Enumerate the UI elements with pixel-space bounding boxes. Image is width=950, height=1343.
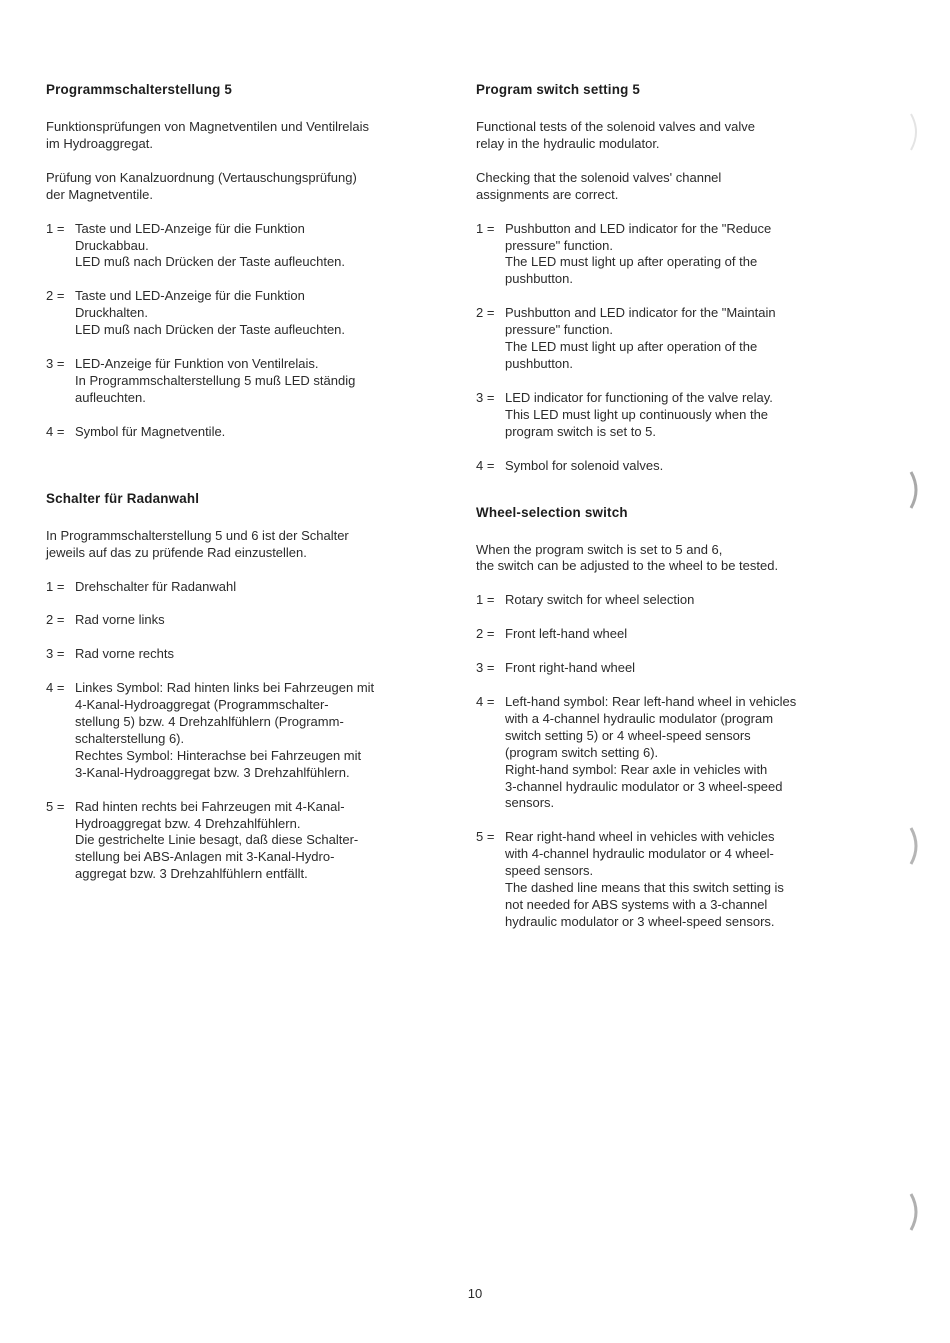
text-line: Right-hand symbol: Rear axle in vehicles with: [505, 761, 768, 777]
text-line: 3-channel hydraulic modulator or 3 wheel-speed: [505, 778, 783, 794]
list-item: [46, 356, 438, 407]
item-text: [505, 626, 842, 643]
text-line: Checking that the solenoid valves' channel: [476, 169, 722, 185]
text-line: The LED must light up after operating of the: [505, 254, 758, 270]
text-line: with a 4-channel hydraulic modulator (program: [505, 710, 774, 726]
text-line: Front left-hand wheel: [505, 626, 628, 642]
numbered-list: [46, 221, 438, 441]
text-line: switch setting 5) or 4 wheel-speed sensors: [505, 727, 751, 743]
text-line: Front right-hand wheel: [505, 660, 636, 676]
text-line: pressure" function.: [505, 237, 613, 253]
text-line: stellung bei ABS-Anlagen mit 3-Kanal-Hydro-: [75, 849, 335, 865]
text-line: assignments are correct.: [476, 186, 619, 202]
text-line: Druckhalten.: [75, 305, 148, 321]
item-number: 4 =: [476, 694, 495, 710]
english-program-section: [476, 82, 842, 475]
paragraph: [46, 119, 438, 153]
item-text: [75, 799, 438, 884]
text-line: Drehschalter für Radanwahl: [75, 578, 237, 594]
binder-mark: [908, 826, 922, 866]
item-text: [75, 680, 438, 781]
item-number: 5 =: [46, 798, 65, 814]
english-wheel-section: [476, 505, 842, 931]
text-line: LED muß nach Drücken der Taste aufleuchten.: [75, 322, 346, 338]
text-line: relay in the hydraulic modulator.: [476, 135, 660, 151]
list-item: [46, 424, 438, 441]
item-number: 4 =: [476, 457, 495, 473]
text-line: hydraulic modulator or 3 wheel-speed sensors.: [505, 913, 775, 929]
section-heading: Schalter für Radanwahl: [46, 490, 200, 506]
text-line: 3-Kanal-Hydroaggregat bzw. 3 Drehzahlfühlern.: [75, 764, 350, 780]
text-line: schalterstellung 6).: [75, 730, 185, 746]
item-text: [75, 356, 438, 407]
numbered-list: [476, 221, 842, 475]
section-heading: Programmschalterstellung 5: [46, 82, 233, 97]
item-number: 3 =: [46, 646, 65, 662]
paragraph: [476, 542, 842, 576]
item-number: 4 =: [46, 680, 65, 696]
text-line: This LED must light up continuously when the: [505, 406, 769, 422]
text-line: Symbol for solenoid valves.: [505, 457, 664, 473]
item-text: [75, 288, 438, 339]
text-line: Pushbutton and LED indicator for the "Reduce: [505, 220, 772, 236]
text-line: Rad vorne links: [75, 612, 165, 628]
item-text: [75, 221, 438, 272]
paragraph: [46, 528, 438, 562]
list-item: [476, 626, 842, 643]
text-line: Symbol für Magnetventile.: [75, 423, 226, 439]
list-item: [476, 390, 842, 441]
item-number: 2 =: [46, 288, 65, 304]
text-line: aufleuchten.: [75, 389, 146, 405]
binder-mark: [908, 470, 922, 510]
text-line: The LED must light up after operation of the: [505, 339, 758, 355]
item-number: 1 =: [46, 220, 65, 236]
list-item: [46, 680, 438, 781]
item-number: 3 =: [476, 389, 495, 405]
text-line: jeweils auf das zu prüfende Rad einzustellen.: [46, 544, 307, 560]
numbered-list: [46, 579, 438, 884]
text-line: Rechtes Symbol: Hinterachse bei Fahrzeugen mit: [75, 747, 362, 763]
text-line: Functional tests of the solenoid valves and valve: [476, 119, 755, 134]
german-wheel-section: [46, 491, 438, 884]
item-text: [505, 694, 842, 812]
text-line: the switch can be adjusted to the wheel to be tested.: [476, 558, 779, 574]
numbered-list: [476, 592, 842, 931]
item-number: 2 =: [476, 626, 495, 642]
text-line: LED indicator for functioning of the valve relay.: [505, 389, 773, 405]
item-number: 1 =: [476, 220, 495, 236]
text-line: sensors.: [505, 795, 555, 811]
page-number: 10: [467, 1286, 483, 1301]
english-column: [476, 82, 842, 948]
text-line: Druckabbau.: [75, 237, 149, 253]
section-heading: Program switch setting 5: [476, 82, 641, 97]
german-column: [46, 82, 438, 900]
text-line: When the program switch is set to 5 and 6,: [476, 541, 723, 557]
list-item: [476, 829, 842, 930]
item-text: [75, 424, 438, 441]
text-line: aggregat bzw. 3 Drehzahlfühlern entfällt.: [75, 866, 308, 882]
text-line: speed sensors.: [505, 863, 594, 879]
paragraph: [476, 119, 842, 153]
text-line: Funktionsprüfungen von Magnetventilen und Ventilrelais: [46, 119, 370, 134]
text-line: Pushbutton and LED indicator for the "Maintain: [505, 305, 776, 321]
text-line: Rad vorne rechts: [75, 646, 174, 662]
text-line: pushbutton.: [505, 271, 573, 287]
paragraph: [46, 170, 438, 204]
text-line: In Programmschalterstellung 5 muß LED ständig: [75, 372, 356, 388]
list-item: [46, 612, 438, 629]
list-item: [476, 592, 842, 609]
paragraph: [476, 170, 842, 204]
german-program-section: [46, 82, 438, 441]
text-line: In Programmschalterstellung 5 und 6 ist der Schalter: [46, 527, 349, 543]
list-item: [476, 694, 842, 812]
item-number: 2 =: [476, 305, 495, 321]
item-text: [75, 646, 438, 663]
list-item: [476, 458, 842, 475]
item-text: [505, 305, 842, 373]
item-text: [75, 579, 438, 596]
item-text: [505, 829, 842, 930]
item-number: 5 =: [476, 829, 495, 845]
text-line: Hydroaggregat bzw. 4 Drehzahlfühlern.: [75, 815, 301, 831]
item-text: [75, 612, 438, 629]
list-item: [46, 579, 438, 596]
list-item: [476, 305, 842, 373]
text-line: 4-Kanal-Hydroaggregat (Programmschalter-: [75, 697, 329, 713]
item-number: 3 =: [476, 660, 495, 676]
section-heading: Wheel-selection switch: [476, 504, 628, 520]
text-line: pushbutton.: [505, 355, 573, 371]
text-line: stellung 5) bzw. 4 Drehzahlfühlern (Programm-: [75, 714, 344, 730]
text-line: Taste und LED-Anzeige für die Funktion: [75, 220, 305, 236]
text-line: im Hydroaggregat.: [46, 135, 153, 151]
text-line: Left-hand symbol: Rear left-hand wheel in vehicles: [505, 694, 797, 710]
binder-mark: [908, 112, 922, 152]
item-text: [505, 458, 842, 475]
text-line: Die gestrichelte Linie besagt, daß diese Schalter-: [75, 832, 359, 848]
text-line: der Magnetventile.: [46, 186, 153, 202]
list-item: [476, 660, 842, 677]
text-line: Rad hinten rechts bei Fahrzeugen mit 4-Kanal-: [75, 798, 345, 814]
item-text: [505, 390, 842, 441]
list-item: [46, 799, 438, 884]
item-text: [505, 592, 842, 609]
text-line: The dashed line means that this switch setting is: [505, 880, 784, 896]
item-number: 3 =: [46, 356, 65, 372]
item-number: 4 =: [46, 423, 65, 439]
item-number: 1 =: [476, 592, 495, 608]
item-text: [505, 221, 842, 289]
text-line: LED muß nach Drücken der Taste aufleuchten.: [75, 254, 346, 270]
item-number: 2 =: [46, 612, 65, 628]
text-line: Rear right-hand wheel in vehicles with vehicles: [505, 829, 775, 845]
list-item: [46, 646, 438, 663]
text-line: program switch is set to 5.: [505, 423, 656, 439]
text-line: Linkes Symbol: Rad hinten links bei Fahrzeugen mit: [75, 680, 375, 696]
item-text: [505, 660, 842, 677]
text-line: Rotary switch for wheel selection: [505, 592, 695, 608]
text-line: (program switch setting 6).: [505, 744, 659, 760]
text-line: pressure" function.: [505, 322, 613, 338]
list-item: [46, 288, 438, 339]
text-line: LED-Anzeige für Funktion von Ventilrelais.: [75, 356, 319, 372]
text-line: Prüfung von Kanalzuordnung (Vertauschungsprüfung): [46, 169, 357, 185]
text-line: with 4-channel hydraulic modulator or 4 wheel-: [505, 846, 774, 862]
item-number: 1 =: [46, 578, 65, 594]
list-item: [46, 221, 438, 272]
text-line: not needed for ABS systems with a 3-channel: [505, 897, 768, 912]
binder-mark: [908, 1192, 922, 1232]
list-item: [476, 221, 842, 289]
text-line: Taste und LED-Anzeige für die Funktion: [75, 288, 305, 304]
